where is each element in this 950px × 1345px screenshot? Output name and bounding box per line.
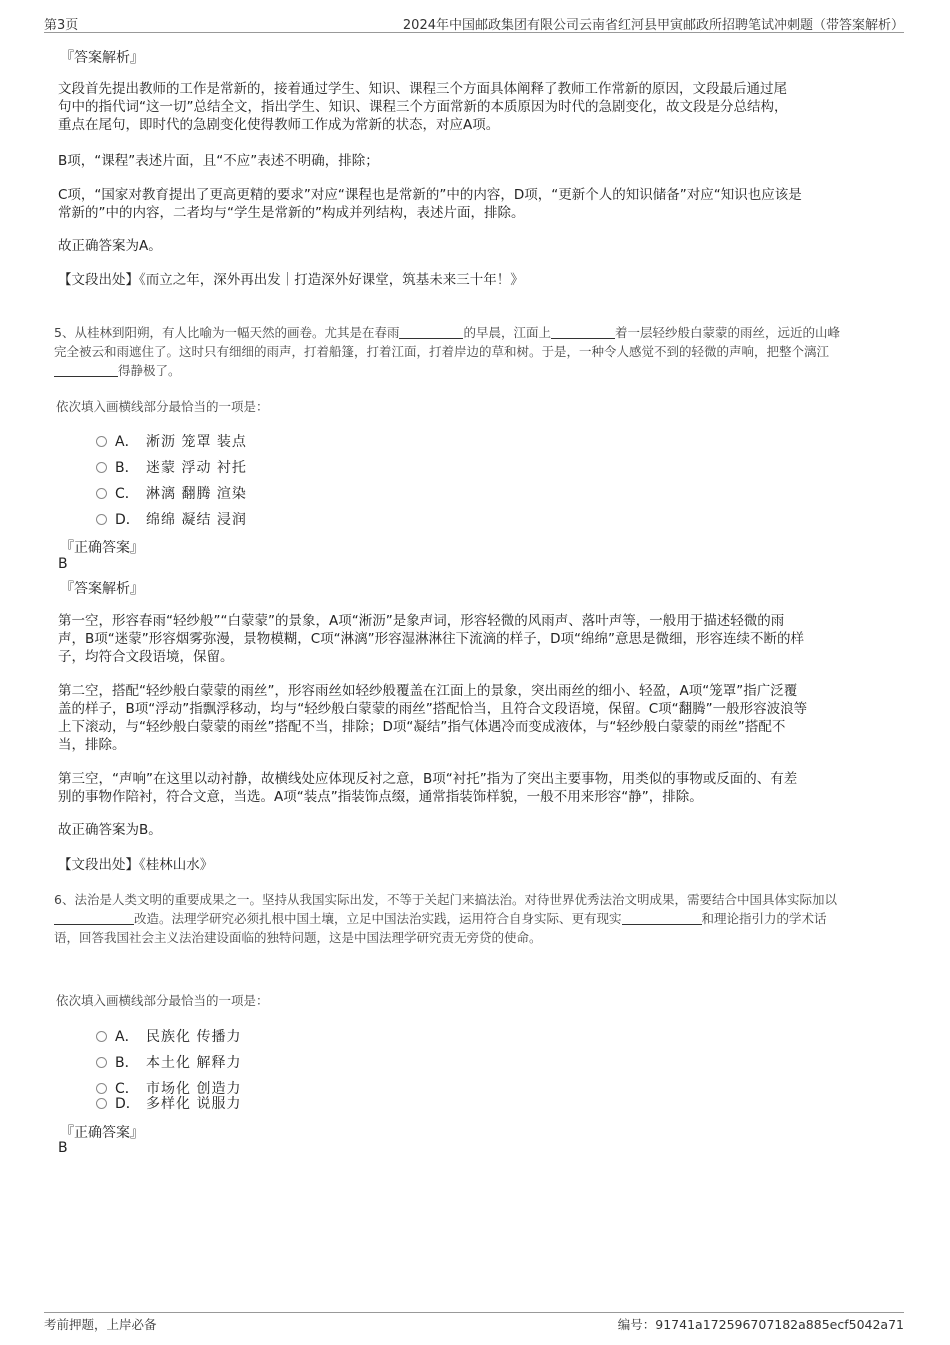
q5-prompt: 依次填入画横线部分最恰当的一项是： [56,399,269,414]
q6-prompt: 依次填入画横线部分最恰当的一项是： [56,993,269,1008]
page-footer [44,1312,904,1333]
q6-stem-line3: 语，回答我国社会主义法治建设面临的独特问题，这是中国法理学研究责无旁贷的使命。 [54,930,542,945]
option-text: 淅沥 笼罩 装点 [146,434,247,450]
option-letter: B． [115,460,139,476]
q5-para1-line2: 声，B项“迷蒙”形容烟雾弥漫，景物模糊，C项“淋漓”形容湿淋淋往下流滴的样子，D项“绵绵”意思是微细，形容连续不断的样 [58,631,805,647]
option-text: 本土化 解释力 [146,1055,242,1071]
option-letter: B． [115,1055,139,1071]
option-text: 市场化 创造力 [146,1081,242,1097]
q5-para2-line4: 当，排除。 [58,737,126,753]
q5-stem-line2: 完全被云和雨遮住了。这时只有细细的雨声，打着船篷，打着江面，打着岸边的草和树。于是，一种令人感觉不到的轻微的声响，把整个漓江 [54,344,830,359]
option-letter: A． [115,1029,139,1045]
q6-correct-answer: B [58,1140,68,1156]
q6-stem-text-b: 改造。法理学研究必须扎根中国土壤，立足中国法治实践，运用符合自身实际、更有现实 [134,911,622,926]
q5-blank-1 [399,324,463,339]
q5-para2-line2: 盖的样子，B项“浮动”指飘浮移动，均与“轻纱般白蒙蒙的雨丝”搭配恰当，且符合文段语境，保留。C项“翻腾”一般形容波浪等 [58,701,808,717]
document-code: 编号：91741a172596707182a885ecf5042a71 [617,1317,904,1332]
q4-para1-line1: 文段首先提出教师的工作是常新的，接着通过学生、知识、课程三个方面具体阐释了教师工作常新的原因，文段最后通过尾 [58,81,787,97]
q5-blank-3 [54,362,118,377]
option-letter: A． [115,434,139,450]
q4-para3-line2: 常新的”中的内容，二者均与“学生是常新的”构成并列结构，表述片面，排除。 [58,205,525,221]
radio-icon[interactable] [96,1098,107,1109]
radio-icon[interactable] [96,488,107,499]
q5-analysis-tag: 『答案解析』 [60,581,144,597]
q4-analysis-para2: B项，“课程”表述片面，且“不应”表述不明确，排除； [58,153,379,169]
option-text: 民族化 传播力 [146,1029,242,1045]
q5-stem-line3 [54,361,904,380]
q5-source: 【文段出处】《桂林山水》 [58,857,214,873]
q5-analysis-para3 [58,770,797,806]
q6-stem-line1: 6、法治是人类文明的重要成果之一。坚持从我国实际出发，不等于关起门来搞法治。对待世界优秀法治文明成果，需要结合中国具体实际加以 [54,892,837,907]
option-letter: D． [115,512,140,528]
radio-icon[interactable] [96,1057,107,1068]
page-number: 第3页 [44,18,79,33]
q6-stem [54,890,904,947]
q5-stem-text-b: 的早晨，江面上 [463,325,551,340]
option-letter: C． [115,1081,139,1097]
option-letter: D． [115,1096,140,1112]
option-text: 绵绵 凝结 浸润 [146,512,247,528]
q5-blank-2 [551,324,615,339]
q5-analysis-para2 [58,682,807,754]
q4-para3-line1: C项，“国家对教育提出了更高更精的要求”对应“课程也是常新的”中的内容，D项，“更新个人的知识储备”对应“知识也应该是 [58,187,802,203]
q6-blank-2 [622,910,702,925]
q4-analysis-tag: 『答案解析』 [60,50,144,66]
q4-source: 【文段出处】《而立之年，深外再出发｜打造深外好课堂，筑基未来三十年！》 [58,272,524,288]
footer-slogan: 考前押题，上岸必备 [44,1317,157,1332]
q5-correct-tag: 『正确答案』 [60,540,144,556]
q5-analysis-para1 [58,612,804,666]
radio-icon[interactable] [96,436,107,447]
q5-para2-line3: 上下滚动，与“轻纱般白蒙蒙的雨丝”搭配不当，排除；D项“凝结”指气体遇冷而变成液体，与“轻纱般白蒙蒙的雨丝”搭配不 [58,719,786,735]
q4-analysis-para1 [58,80,788,134]
q5-para1-line1: 第一空，形容春雨“轻纱般”“白蒙蒙”的景象，A项“淅沥”是象声词，形容轻微的风雨声、落叶声等，一般用于描述轻微的雨 [58,613,785,629]
q6-stem-line2 [54,909,904,928]
option-text: 迷蒙 浮动 衬托 [146,460,247,476]
q5-stem-text-d: 得静极了。 [118,363,181,378]
q6-stem-text-c: 和理论指引力的学术话 [701,911,827,926]
q5-para2-line1: 第二空，搭配“轻纱般白蒙蒙的雨丝”，形容雨丝如轻纱般覆盖在江面上的景象，突出雨丝的细小、轻盈，A项“笼罩”指广泛覆 [58,683,798,699]
q5-para3-line2: 别的事物作陪衬，符合文意，当选。A项“装点”指装饰点缀，通常指装饰样貌，一般不用来形容“静”，排除。 [58,789,703,805]
q5-stem-line1 [54,323,904,342]
q5-stem-text-c: 着一层轻纱般白蒙蒙的雨丝，远近的山峰 [614,325,840,340]
q5-para3-line1: 第三空，“声响”在这里以动衬静，故横线处应体现反衬之意，B项“衬托”指为了突出主要事物，用类似的事物或反面的、有差 [58,771,798,787]
q4-para1-line3: 重点在尾句，即时代的急剧变化使得教师工作成为常新的状态，对应A项。 [58,117,500,133]
q6-correct-tag: 『正确答案』 [60,1125,144,1141]
radio-icon[interactable] [96,1031,107,1042]
option-letter: C． [115,486,139,502]
option-text: 淋漓 翻腾 渲染 [146,486,247,502]
radio-icon[interactable] [96,1083,107,1094]
radio-icon[interactable] [96,462,107,473]
q5-stem [54,323,904,380]
q5-correct-answer: B [58,556,68,572]
q6-blank-1 [54,910,134,925]
option-text: 多样化 说服力 [146,1096,242,1112]
q4-para1-line2: 句中的指代词“这一切”总结全文，指出学生、知识、课程三个方面常新的本质原因为时代的急剧变化，故文段是分总结构， [58,99,788,115]
radio-icon[interactable] [96,514,107,525]
q5-stem-text-a: 5、从桂林到阳朔，有人比喻为一幅天然的画卷。尤其是在春雨 [54,325,400,340]
q5-para1-line3: 子，均符合文段语境，保留。 [58,649,234,665]
q4-analysis-conclusion: 故正确答案为A。 [58,238,162,254]
q5-analysis-conclusion: 故正确答案为B。 [58,822,162,838]
q4-analysis-para3 [58,186,802,222]
document-title: 2024年中国邮政集团有限公司云南省红河县甲寅邮政所招聘笔试冲刺题（带答案解析） [402,18,904,33]
